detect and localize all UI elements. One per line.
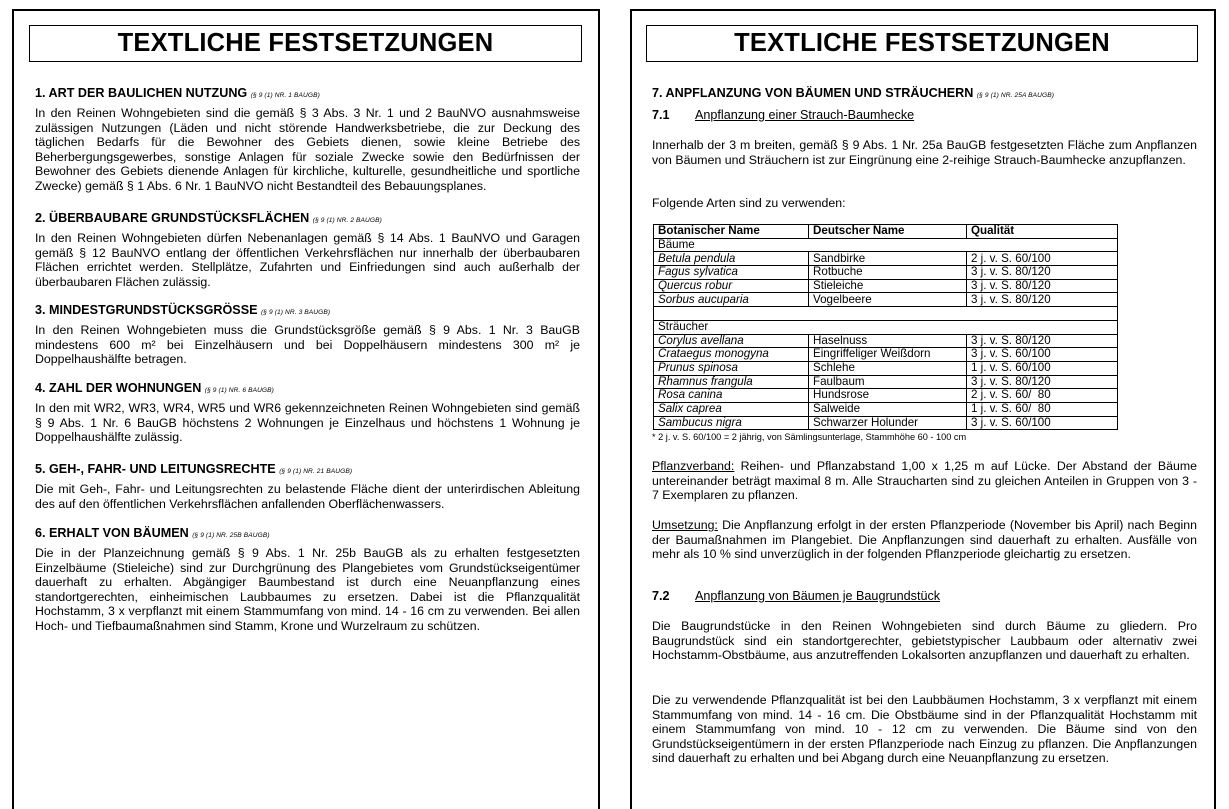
column-header-botanical: Botanischer Name [654,225,809,239]
subsection-number: 7.2 [652,589,670,603]
section-text-5: Die mit Geh-, Fahr- und Leitungsrechten zu belastende Fläche dient der unterirdischen Ableitung des auf den öffentlichen Verkehrsflächen anfallenden Oberflächenwassers. [35,482,580,511]
botanical-name-cell: Crataegus monogyna [654,348,809,362]
table-header-row [654,225,1118,239]
table-row [654,389,1118,403]
legal-reference: (§ 9 (1) NR. 2 BAUGB) [312,217,382,224]
german-name-cell: Stieleiche [809,279,967,293]
section-heading-5 [35,462,580,479]
species-table-body [654,238,1118,430]
section-text-4: In den mit WR2, WR3, WR4, WR5 und WR6 gekennzeichneten Reinen Wohngebieten sind gemäß § 9 Abs. 1 Nr. 6 BauGB höchstens 2 Wohnungen je Einzelhaus und höchstens 1 Wohnung je Doppelhaushälfte zulässig. [35,401,580,445]
quality-cell: 3 j. v. S. 80/120 [967,266,1118,280]
table-row [654,348,1118,362]
table-row [654,375,1118,389]
section-heading-text: 5. GEH-, FAHR- UND LEITUNGSRECHTE [35,462,276,476]
section-heading-text: 2. ÜBERBAUBARE GRUNDSTÜCKSFLÄCHEN [35,211,310,225]
page-title: TEXTLICHE FESTSETZUNGEN [646,25,1198,62]
section-heading-text: 7. ANPFLANZUNG VON BÄUMEN UND STRÄUCHERN [652,86,974,100]
legal-reference: (§ 9 (1) NR. 25A BAUGB) [976,92,1055,99]
table-spacer-cell [654,307,1118,321]
german-name-cell: Haselnuss [809,334,967,348]
german-name-cell: Schlehe [809,361,967,375]
table-row [654,252,1118,266]
botanical-name-cell: Rosa canina [654,389,809,403]
german-name-cell: Salweide [809,402,967,416]
pflanzverband-paragraph [652,459,1197,503]
umsetzung-text: Die Anpflanzung erfolgt in der ersten Pflanzperiode (November bis April) nach Beginn der Baumaßnahmen im Plangebiet. Die Anpflanzungen sind dauerhaft zu erhalten. Ausfälle von mehr als 10 % sind unverzüglich in der folgenden Pflanzperiode gleichartig zu ersetzen. [652,518,1197,562]
botanical-name-cell: Fagus sylvatica [654,266,809,280]
botanical-name-cell: Prunus spinosa [654,361,809,375]
quality-cell: 3 j. v. S. 80/120 [967,293,1118,307]
section-heading-1 [35,86,580,103]
page-title: TEXTLICHE FESTSETZUNGEN [29,25,582,62]
section-heading-4 [35,381,580,398]
section-text-3: In den Reinen Wohngebieten muss die Grundstücksgröße gemäß § 9 Abs. 1 Nr. 3 BauGB mindestens 600 m² bei Einzelhäusern und bei Doppelhäusern mindestens 300 m² je Doppelhaushälfte betragen. [35,323,580,367]
botanical-name-cell: Corylus avellana [654,334,809,348]
document-page-left [12,9,600,809]
german-name-cell: Sandbirke [809,252,967,266]
german-name-cell: Eingriffeliger Weißdorn [809,348,967,362]
column-header-quality: Qualität [967,225,1118,239]
species-intro: Folgende Arten sind zu verwenden: [652,196,846,210]
botanical-name-cell: Quercus robur [654,279,809,293]
subsection-heading-7-2 [652,589,1197,604]
table-row [654,293,1118,307]
table-spacer-row [654,307,1118,321]
section-heading-text: 4. ZAHL DER WOHNUNGEN [35,381,202,395]
pflanzverband-label: Pflanzverband: [652,459,735,473]
section-heading-text: 1. ART DER BAULICHEN NUTZUNG [35,86,248,100]
section-heading-text: 6. ERHALT VON BÄUMEN [35,526,189,540]
subsection-text-7-2-a: Die Baugrundstücke in den Reinen Wohngebieten sind durch Bäume zu gliedern. Pro Baugrundstück sind ein standortgerechter, gebietstypischer Laubbaum oder alternativ zwei Hochstamm-Obstbäume, aus anzutreffenden Lokalsorten anzupflanzen und dauerhaft zu erhalten. [652,619,1197,663]
quality-cell: 2 j. v. S. 60/ 80 [967,389,1118,403]
legal-reference: (§ 9 (1) NR. 1 BAUGB) [250,92,320,99]
section-heading-6 [35,526,580,543]
german-name-cell: Vogelbeere [809,293,967,307]
table-row [654,334,1118,348]
subsection-number: 7.1 [652,108,670,122]
quality-cell: 3 j. v. S. 80/120 [967,279,1118,293]
umsetzung-label: Umsetzung: [652,518,718,532]
section-heading-2 [35,211,580,228]
legal-reference: (§ 9 (1) NR. 6 BAUGB) [204,387,274,394]
subsection-text-7-2-b: Die zu verwendende Pflanzqualität ist bei den Laubbäumen Hochstamm, 3 x verpflanzt mit einem Stammumfang von mind. 14 - 16 cm. Die Obstbäume sind in der Pflanzqualität Hochstamm mit einem Stammumfang von mind. 10 - 12 cm zu verwenden. Die Bäume sind von den Grundstückseigentümern in der ersten Pflanzperiode nach Einzug zu pflanzen. Die Anpflanzungen sind dauerhaft zu erhalten und bei Abgang durch eine Neuanpflanzung zu ersetzen. [652,693,1197,766]
table-row [654,361,1118,375]
group-label: Sträucher [654,320,1118,334]
legal-reference: (§ 9 (1) NR. 3 BAUGB) [261,309,331,316]
quality-cell: 2 j. v. S. 60/100 [967,252,1118,266]
table-row [654,402,1118,416]
quality-cell: 3 j. v. S. 80/120 [967,334,1118,348]
document-page-right [630,9,1216,809]
botanical-name-cell: Salix caprea [654,402,809,416]
german-name-cell: Hundsrose [809,389,967,403]
table-footnote: * 2 j. v. S. 60/100 = 2 jährig, von Sämlingsunterlage, Stammhöhe 60 - 100 cm [652,432,967,442]
legal-reference: (§ 9 (1) NR. 21 BAUGB) [279,468,353,475]
table-row [654,416,1118,430]
column-header-german: Deutscher Name [809,225,967,239]
german-name-cell: Faulbaum [809,375,967,389]
table-row [654,266,1118,280]
subsection-text-7-1: Innerhalb der 3 m breiten, gemäß § 9 Abs. 1 Nr. 25a BauGB festgesetzten Fläche zum Anpflanzen von Bäumen und Sträuchern ist zur Eingrünung eine 2-reihige Strauch-Baumhecke anzupflanzen. [652,138,1197,167]
quality-cell: 3 j. v. S. 60/100 [967,416,1118,430]
species-table [653,224,1118,430]
legal-reference: (§ 9 (1) NR. 25B BAUGB) [192,532,270,539]
botanical-name-cell: Rhamnus frangula [654,375,809,389]
section-heading-3 [35,303,580,320]
quality-cell: 1 j. v. S. 60/ 80 [967,402,1118,416]
subsection-heading-7-1 [652,108,1197,123]
german-name-cell: Rotbuche [809,266,967,280]
pflanzverband-text: Reihen- und Pflanzabstand 1,00 x 1,25 m auf Lücke. Der Abstand der Bäume untereinander beträgt maximal 8 m. Alle Straucharten sind zu gleichen Anteilen in Gruppen von 3 - 7 Exemplaren zu pflanzen. [652,459,1197,503]
section-text-2: In den Reinen Wohngebieten dürfen Nebenanlagen gemäß § 14 Abs. 1 BauNVO und Garagen gemäß § 12 BauNVO entlang der öffentlichen Verkehrsflächen nur innerhalb der überbaubaren Flächen errichtet werden. Stellplätze, Zufahrten und Einfriedungen sind auch außerhalb der überbaubaren Flächen zulässig. [35,231,580,289]
section-text-1: In den Reinen Wohngebieten sind die gemäß § 3 Abs. 3 Nr. 1 und 2 BauNVO ausnahmsweise zulässigen Nutzungen (Läden und nicht störende Handwerksbetriebe, die zur Deckung des täglichen Bedarfs für die Bewohner des Gebiets dienen, sowie kleine Betriebe des Beherbergungsgewerbes, sonstige Anlagen für soziale Zwecke sowie den Bedürfnissen der Bewohner des Gebiets dienende Anlagen für kirchliche, kulturelle, gesundheitliche und sportliche Zwecke) gemäß § 1 Abs. 6 Nr. 1 BauNVO nicht Bestandteil des Bebauungsplanes. [35,106,580,193]
subsection-title: Anpflanzung einer Strauch-Baumhecke [695,108,915,122]
german-name-cell: Schwarzer Holunder [809,416,967,430]
table-group-row [654,238,1118,252]
quality-cell: 1 j. v. S. 60/100 [967,361,1118,375]
quality-cell: 3 j. v. S. 80/120 [967,375,1118,389]
botanical-name-cell: Sorbus aucuparia [654,293,809,307]
quality-cell: 3 j. v. S. 60/100 [967,348,1118,362]
subsection-title: Anpflanzung von Bäumen je Baugrundstück [695,589,941,603]
umsetzung-paragraph [652,518,1197,562]
section-heading-7 [652,86,1197,103]
section-text-6: Die in der Planzeichnung gemäß § 9 Abs. 1 Nr. 25b BauGB als zu erhalten festgesetzten Einzelbäume (Stieleiche) sind zur Durchgrünung des Plangebietes vom Grundstückseigentümer dauerhaft zu erhalten. Abgängiger Baumbestand ist durch eine Neuanpflanzung eines standortgerechten, einheimischen Laubbaumes zu ersetzen. Dabei ist die Pflanzqualität Hochstamm, 3 x verpflanzt mit einem Stammumfang von mind. 14 - 16 cm zu verwenden. Bei allen Hoch- und Tiefbaumaßnahmen sind Stamm, Krone und Wurzelraum zu schützen. [35,546,580,633]
table-group-row [654,320,1118,334]
table-row [654,279,1118,293]
botanical-name-cell: Betula pendula [654,252,809,266]
group-label: Bäume [654,238,1118,252]
botanical-name-cell: Sambucus nigra [654,416,809,430]
section-heading-text: 3. MINDESTGRUNDSTÜCKSGRÖSSE [35,303,258,317]
